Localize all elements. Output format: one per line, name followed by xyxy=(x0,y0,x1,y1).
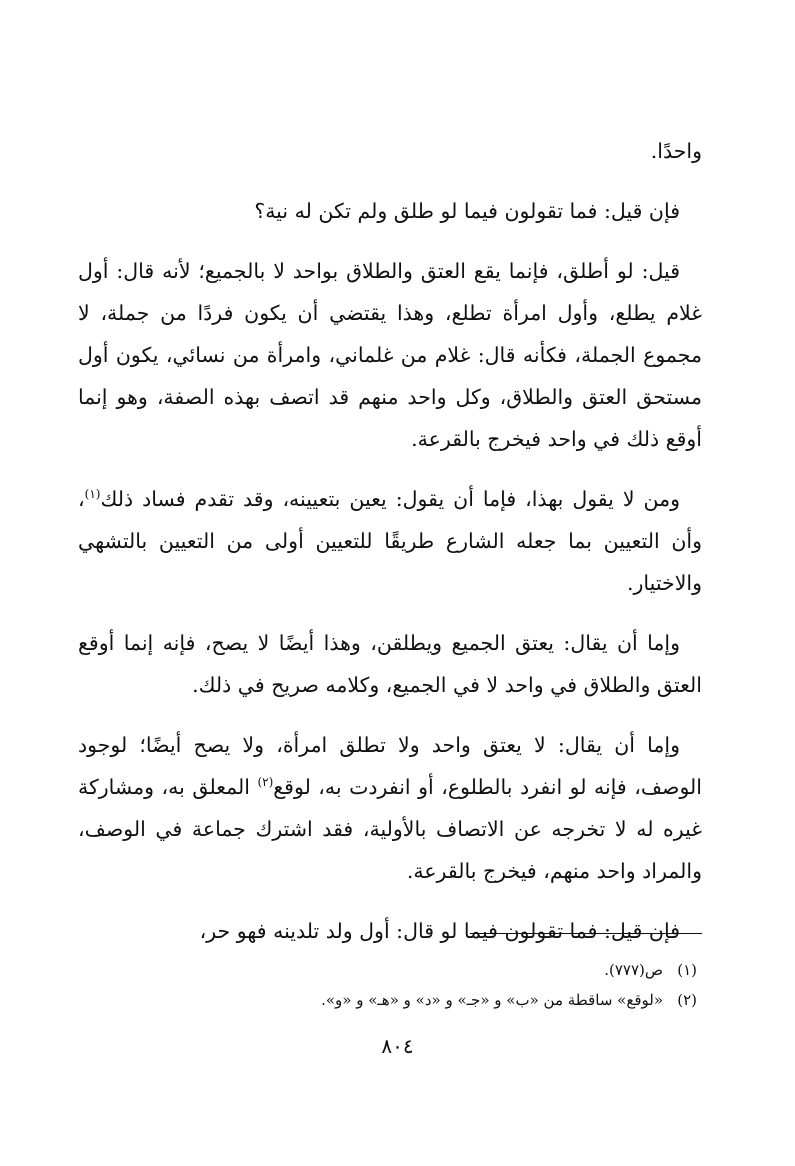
paragraph-designation xyxy=(78,478,702,604)
footnote-2 xyxy=(90,985,697,1015)
footnote-ref-1[interactable]: (١) xyxy=(84,487,101,502)
footnote-number: (١) xyxy=(677,961,697,979)
page-number: ٨٠٤ xyxy=(381,1034,414,1058)
paragraph-none-freed xyxy=(78,724,702,892)
footnote-text: ص(٧٧٧). xyxy=(604,961,663,979)
footnote-ref-2[interactable]: (٢) xyxy=(257,775,274,790)
paragraph-answer: قيل: لو أطلق، فإنما يقع العتق والطلاق بواحد لا بالجميع؛ لأنه قال: أول غلام يطلع، وأول امرأة تطلع، وهذا يقتضي أن يكون فردًا من جملة، لا مجموع الجملة، فكأنه قال: غلام من غلماني، وامرأة من نسائي، يكون أول مستحق العتق والطلاق، وكل واحد منهم قد اتصف بهذه الصفة، وهو إنما أوقع ذلك في واحد فيخرج بالقرعة. xyxy=(78,259,702,451)
paragraph-continuation: واحدًا. xyxy=(650,139,702,163)
paragraph-text-part: وإما أن يقال: لا يعتق واحد ولا تطلق امرأة، ولا يصح أيضًا؛ لوجود الوصف، فإنه لو انفرد بالطلوع، أو انفردت به، لوقع xyxy=(78,733,702,799)
footnote-text: «لوقع» ساقطة من «ب» و «جـ» و «د» و «هـ» و «و». xyxy=(321,991,663,1009)
paragraph-text-part: المعلق به، ومشاركة غيره له لا تخرجه عن الاتصاف بالأولية، فقد اشترك جماعة في الوصف، والمراد واحد منهم، فيخرج بالقرعة. xyxy=(78,775,702,883)
main-text xyxy=(78,130,702,970)
paragraph-question: فإن قيل: فما تقولون فيما لو طلق ولم تكن له نية؟ xyxy=(254,199,680,223)
paragraph-text-part: ومن لا يقول بهذا، فإما أن يقول: يعين بتعيينه، وقد تقدم فساد ذلك xyxy=(100,487,680,511)
paragraph-next-question: فإن قيل: فما تقولون فيما لو قال: أول ولد تلدينه فهو حر، xyxy=(199,919,680,943)
paragraph-all-freed: وإما أن يقال: يعتق الجميع ويطلقن، وهذا أيضًا لا يصح، فإنه إنما أوقع العتق والطلاق في واحد لا في الجميع، وكلامه صريح في ذلك. xyxy=(78,631,702,697)
footnote-1 xyxy=(90,955,697,985)
paragraph-text-part: ، وأن التعيين بما جعله الشارع طريقًا للتعيين أولى من التعيين بالتشهي والاختيار. xyxy=(78,487,702,595)
footnotes xyxy=(90,955,697,1015)
footnote-divider xyxy=(470,933,702,934)
footnote-number: (٢) xyxy=(677,991,697,1009)
